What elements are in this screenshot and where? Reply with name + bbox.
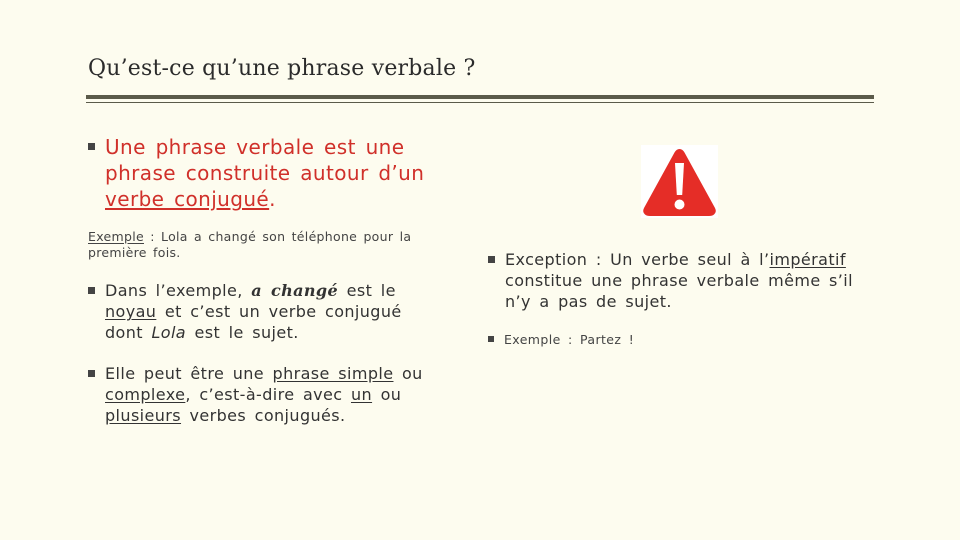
text-run: ou <box>393 364 423 383</box>
text-run: et c’est un verbe conjugué dont <box>105 302 402 342</box>
bullet-square-icon <box>88 143 95 150</box>
title-rule-thick <box>86 95 874 99</box>
underlined-term: phrase simple <box>272 364 394 383</box>
underlined-term: plusieurs <box>105 406 182 425</box>
bullet-exception <box>488 249 878 312</box>
italic-subject: Lola <box>151 323 187 342</box>
bullet-explanation-text <box>105 280 448 343</box>
text-run: Exception : Un verbe seul à l’ <box>505 250 770 269</box>
bullet-types-text <box>105 363 458 426</box>
example-label: Exemple <box>88 229 144 244</box>
text-run: constitue une phrase verbale même s’il n’y a pas de sujet. <box>505 271 853 311</box>
slide-title: Qu’est-ce qu’une phrase verbale ? <box>88 56 476 81</box>
example-text: : Lola a changé son téléphone pour la première fois. <box>88 229 412 260</box>
text-run: ou <box>372 385 402 404</box>
bullet-explanation <box>88 280 448 343</box>
underlined-term: verbe conjugué <box>105 187 270 211</box>
bullet-definition <box>88 134 468 212</box>
bullet-definition-text <box>105 134 468 212</box>
warning-icon <box>641 145 718 218</box>
title-rule-thin <box>86 102 874 103</box>
underlined-term: complexe <box>105 385 186 404</box>
bullet-exception-example-text: Exemple : Partez ! <box>504 332 635 347</box>
text-run: Elle peut être une <box>105 364 273 383</box>
underlined-term: impératif <box>769 250 846 269</box>
text-run: est le <box>338 281 396 300</box>
text-run: , c’est-à-dire avec <box>185 385 351 404</box>
warning-triangle-icon <box>641 145 718 218</box>
bullet-exception-example <box>488 331 868 348</box>
underlined-term: noyau <box>105 302 157 321</box>
text-run: verbes conjugués. <box>181 406 346 425</box>
bullet-square-icon <box>488 336 494 342</box>
bullet-types <box>88 363 458 426</box>
example-sentence <box>88 229 438 261</box>
bullet-exception-text <box>505 249 878 312</box>
text-run: . <box>269 187 276 211</box>
underlined-term: un <box>350 385 373 404</box>
text-run: est le sujet. <box>186 323 299 342</box>
bullet-square-icon <box>488 256 495 263</box>
text-run: Dans l’exemple, <box>105 281 252 300</box>
bullet-square-icon <box>88 370 95 377</box>
bullet-square-icon <box>88 287 95 294</box>
emphasized-verb: a changé <box>251 281 339 300</box>
text-run: Une phrase verbale est une phrase construite autour d’un <box>105 135 425 185</box>
